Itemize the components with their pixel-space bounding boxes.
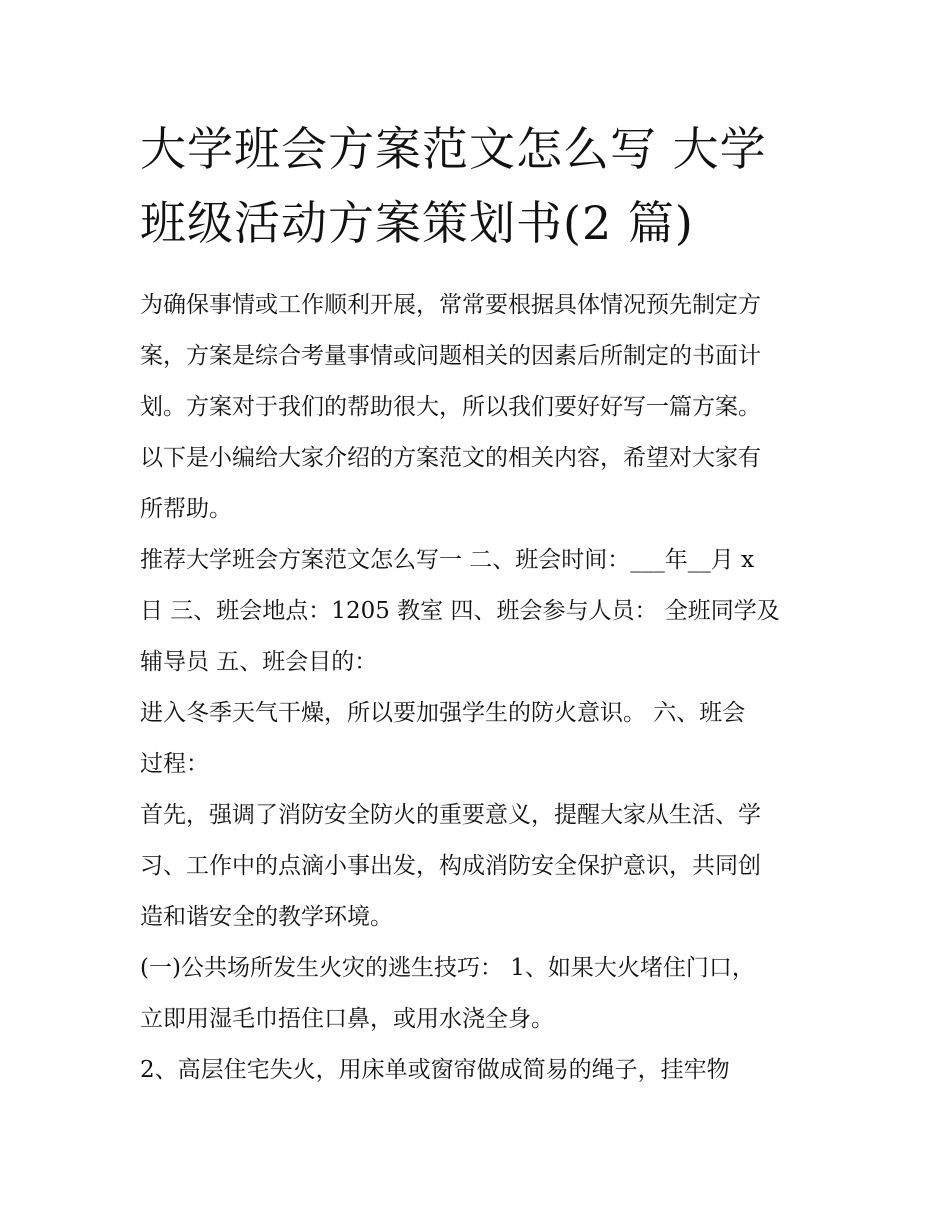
body-line: 所帮助。 <box>140 496 232 522</box>
body-line: 日 三、班会地点：1205 教室 四、班会参与人员： 全班同学及 <box>140 598 780 624</box>
body-line: 以下是小编给大家介绍的方案范文的相关内容，希望对大家有 <box>140 445 761 471</box>
document-title <box>140 112 830 260</box>
document-body <box>140 280 830 1096</box>
body-line: 首先，强调了消防安全防火的重要意义，提醒大家从生活、学 <box>140 802 761 828</box>
body-line: 过程： <box>140 751 209 777</box>
body-line: 2、高层住宅失火，用床单或窗帘做成简易的绳子，挂牢物 <box>140 1057 730 1083</box>
body-line: (一)公共场所发生火灾的逃生技巧： 1、如果大火堵住门口， <box>140 955 755 981</box>
body-line: 辅导员 五、班会目的： <box>140 649 378 675</box>
body-line: 造和谐安全的教学环境。 <box>140 904 393 930</box>
title-line: 班级活动方案策划书(2 篇) <box>140 196 694 250</box>
body-line: 划。方案对于我们的帮助很大，所以我们要好好写一篇方案。 <box>140 394 761 420</box>
body-line: 案，方案是综合考量事情或问题相关的因素后所制定的书面计 <box>140 343 761 369</box>
title-line: 大学班会方案范文怎么写 大学 <box>140 122 767 176</box>
body-line: 推荐大学班会方案范文怎么写一 二、班会时间：___年__月 x <box>140 547 755 573</box>
body-line: 为确保事情或工作顺利开展，常常要根据具体情况预先制定方 <box>140 292 761 318</box>
body-line: 习、工作中的点滴小事出发，构成消防安全保护意识，共同创 <box>140 853 761 879</box>
body-line: 进入冬季天气干燥，所以要加强学生的防火意识。 六、班会 <box>140 700 746 726</box>
body-line: 立即用湿毛巾捂住口鼻，或用水浇全身。 <box>140 1006 554 1032</box>
